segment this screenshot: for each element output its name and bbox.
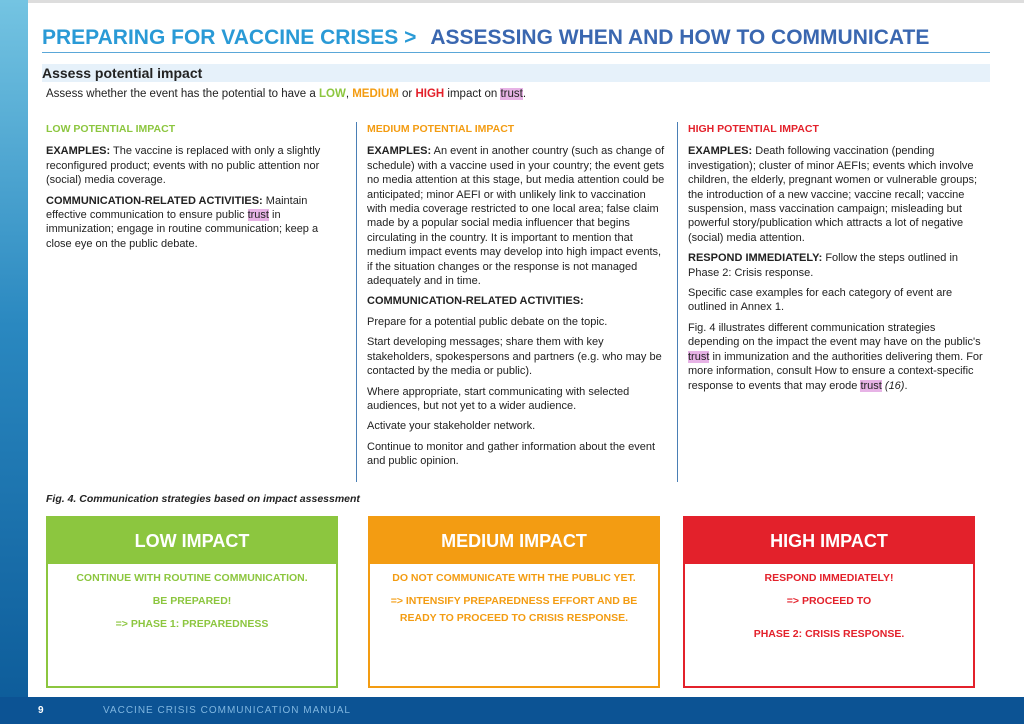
column-divider	[677, 122, 678, 482]
medium-examples	[367, 144, 667, 288]
activity-item: Where appropriate, start communicating with selected audiences, but not yet to a wider audience.	[367, 385, 630, 412]
fig-note	[688, 321, 988, 393]
text: Death following vaccination (pending investigation); cluster of minor AEFIs; events which involve children, the elderly, pregnant women or vulnerable groups; the introduction of a new vaccine; vaccine recall; vaccine suspension, mass vaccination campaign; misleading but powerful story/publication which attracts a lot of negative (social) media attention.	[688, 145, 978, 244]
trust-highlight: trust	[688, 350, 710, 363]
intro-or: or	[398, 88, 416, 100]
medium-activities-label	[367, 294, 667, 308]
intro-mid: impact on	[444, 88, 501, 100]
intro-end: .	[522, 88, 527, 100]
page-header	[42, 26, 929, 50]
high-heading: HIGH POTENTIAL IMPACT	[688, 123, 819, 135]
label: COMMUNICATION-RELATED ACTIVITIES:	[46, 194, 263, 207]
high-impact-column	[688, 122, 988, 399]
text: Follow the steps outlined in Phase 2: Crisis response.	[688, 252, 959, 279]
intro-high: HIGH	[415, 88, 445, 100]
intro-low: LOW	[318, 88, 346, 100]
box-title: HIGH IMPACT	[685, 518, 973, 564]
text: Fig. 4 illustrates different communication strategies depending on the impact the event may have on the public's	[688, 321, 981, 349]
manual-title: VACCINE CRISIS COMMUNICATION MANUAL	[103, 705, 351, 716]
intro-text	[46, 88, 526, 100]
low-impact-column	[46, 122, 346, 257]
page-title: ASSESSING WHEN AND HOW TO COMMUNICATE	[430, 26, 930, 49]
footer	[0, 697, 1024, 724]
text: An event in another country (such as change of schedule) with a vaccine used in your country; the event gets no media attention at this stage, but media attention could be anticipated; minor AEFI or with unlikely link to vaccination with media coverage restricted to one local area; false claim made by a popular social media influencer that begins circulating in the country. It is important to mention that medium impact events may develop into high impact events, if the situation changes or the response is not managed adequately and in time.	[367, 145, 665, 288]
activity-item: Continue to monitor and gather information about the event and public opinion.	[367, 440, 656, 468]
low-activities	[46, 194, 346, 252]
low-heading: LOW POTENTIAL IMPACT	[46, 123, 176, 135]
intro-medium: MEDIUM	[352, 88, 399, 100]
label: RESPOND IMMEDIATELY:	[688, 252, 823, 265]
label: EXAMPLES:	[688, 145, 753, 158]
box-line: => PROCEED TO	[786, 595, 872, 607]
header-rule	[42, 52, 990, 53]
high-examples	[688, 144, 988, 245]
text: in immunization and the authorities delivering them. For more information, consult How to ensure a context-specific response to events that may erode	[688, 350, 983, 392]
box-line: PHASE 2: CRISIS RESPONSE.	[753, 628, 905, 640]
activity-item: Prepare for a potential public debate on the topic.	[367, 315, 608, 328]
box-line: DO NOT COMMUNICATE WITH THE PUBLIC YET.	[392, 572, 636, 584]
box-line: BE PREPARED!	[152, 595, 232, 607]
medium-impact-box	[368, 516, 660, 688]
trust-highlight: trust	[247, 209, 269, 222]
low-examples	[46, 144, 346, 187]
side-strip	[0, 0, 28, 724]
text: Maintain effective communication to ensure public	[46, 194, 308, 222]
reference: (16)	[884, 379, 905, 392]
text: The vaccine is replaced with only a slightly reconfigured product; events with no public attention nor (social) media coverage.	[46, 145, 321, 187]
medium-heading: MEDIUM POTENTIAL IMPACT	[367, 123, 515, 135]
low-impact-box	[46, 516, 338, 688]
annex-note: Specific case examples for each category of event are outlined in Annex 1.	[688, 287, 953, 314]
top-border	[28, 0, 1024, 3]
intro-trust: trust	[500, 88, 523, 100]
column-divider	[356, 122, 357, 482]
text: .	[904, 379, 908, 392]
box-title: MEDIUM IMPACT	[370, 518, 658, 564]
label: EXAMPLES:	[367, 145, 432, 158]
activity-item: Activate your stakeholder network.	[367, 420, 536, 433]
section-title: PREPARING FOR VACCINE CRISES >	[42, 26, 417, 49]
high-impact-box	[683, 516, 975, 688]
trust-highlight: trust	[860, 379, 882, 392]
label: EXAMPLES:	[46, 145, 111, 158]
subtitle: Assess potential impact	[42, 64, 990, 82]
label: COMMUNICATION-RELATED ACTIVITIES:	[367, 295, 584, 308]
activity-item: Start developing messages; share them with key stakeholders, spokespersons and partners (e.g. who may be contacted by the media or public).	[367, 336, 662, 378]
box-line: => PHASE 1: PREPAREDNESS	[115, 618, 269, 630]
page-number: 9	[38, 705, 44, 716]
text: in immunization; engage in routine communication; keep a close eye on the public debate.	[46, 209, 319, 250]
box-line: RESPOND IMMEDIATELY!	[764, 572, 894, 584]
high-respond	[688, 251, 988, 280]
medium-impact-column	[367, 122, 667, 475]
intro-pre: Assess whether the event has the potential to have a	[46, 88, 319, 100]
box-title: LOW IMPACT	[48, 518, 336, 564]
intro-comma: ,	[345, 88, 353, 100]
box-line: CONTINUE WITH ROUTINE COMMUNICATION.	[76, 572, 308, 584]
figure-caption: Fig. 4. Communication strategies based on impact assessment	[46, 493, 360, 505]
box-line: => INTENSIFY PREPAREDNESS EFFORT AND BE READY TO PROCEED TO CRISIS RESPONSE.	[390, 595, 638, 624]
